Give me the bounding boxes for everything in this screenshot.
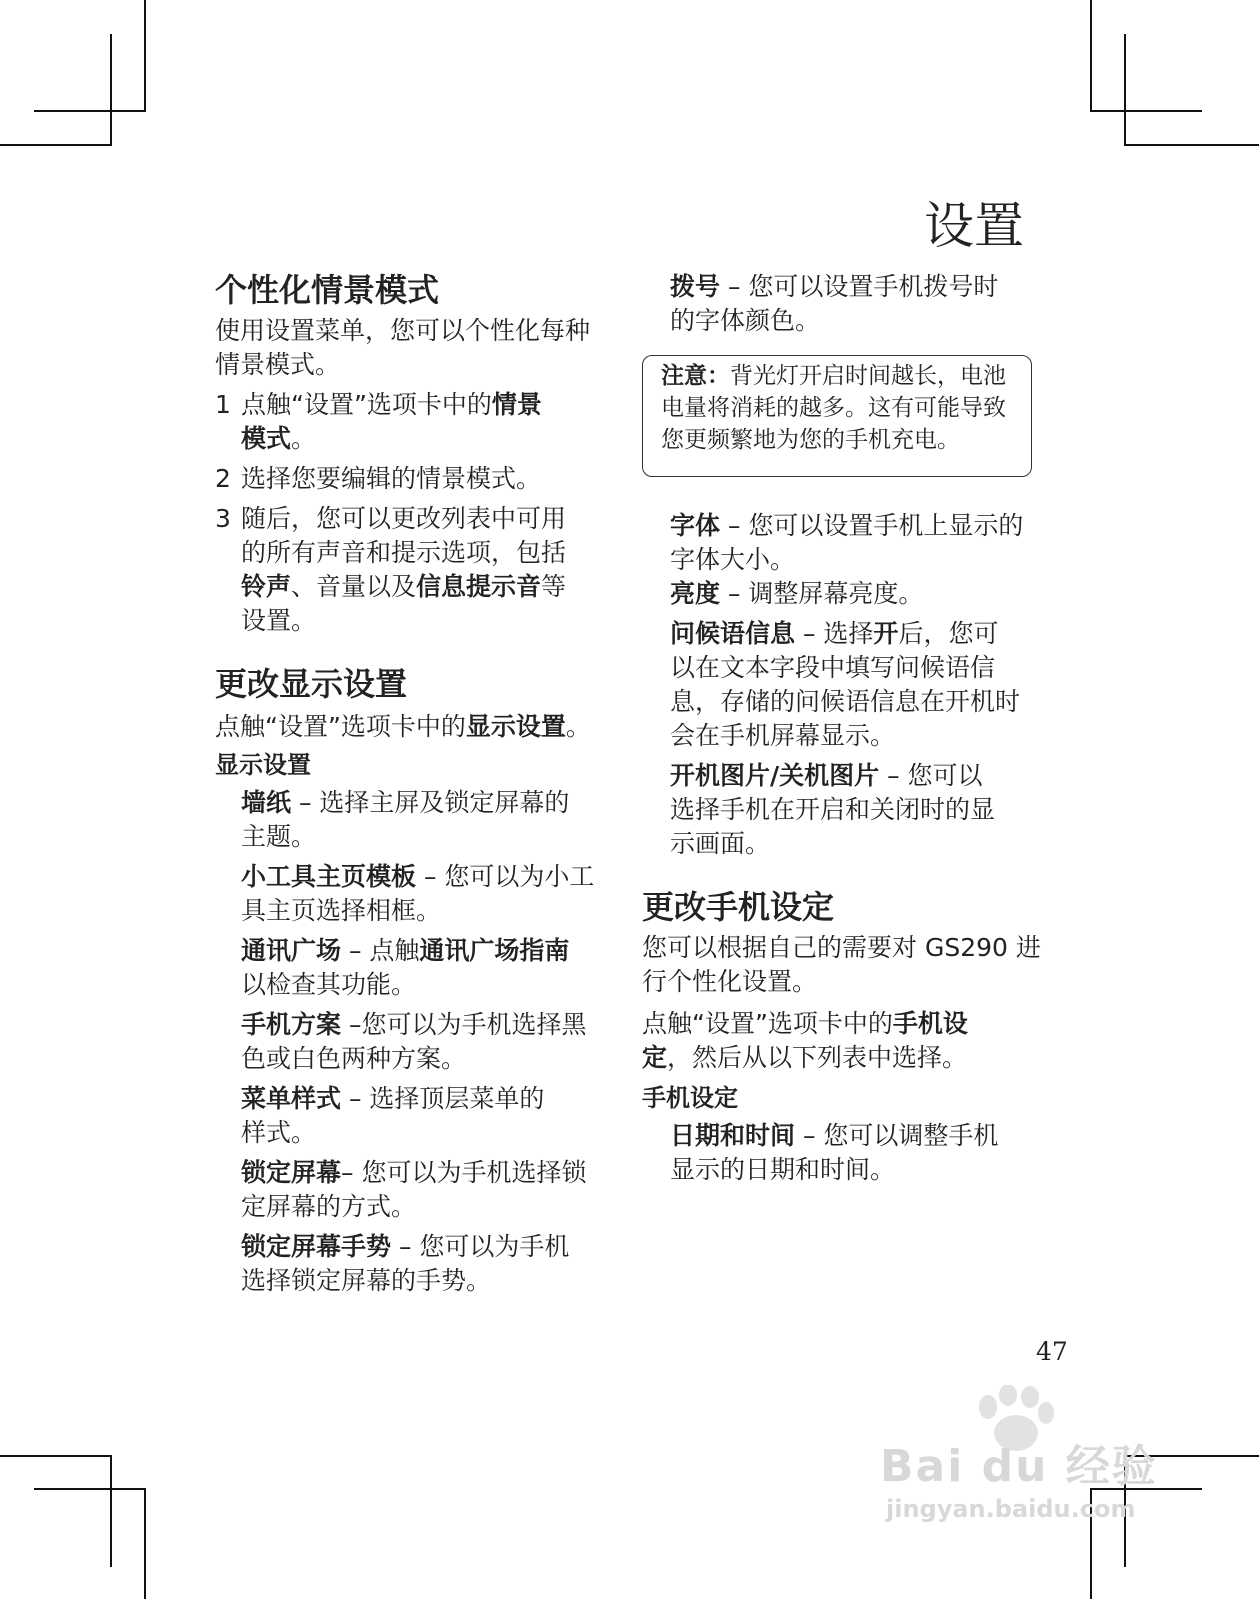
- item-menu-style: [241, 1082, 605, 1150]
- item-wallpaper: [241, 786, 605, 854]
- item-text: – 您可以调整手机: [795, 1121, 999, 1150]
- step-text: 、音量以及: [291, 572, 417, 601]
- item-text: – 您可以: [879, 761, 983, 790]
- item-text: 具主页选择相框。: [241, 896, 442, 925]
- watermark-logo: Bai du 经验: [880, 1441, 1158, 1492]
- section-phone-settings: [642, 887, 1042, 1187]
- intro-text: 点触“设置”选项卡中的: [215, 712, 466, 741]
- item-title: 日期和时间: [670, 1121, 796, 1150]
- item-text: 定屏幕的方式。: [241, 1192, 417, 1221]
- item-title: 通讯广场: [241, 936, 342, 965]
- item-text: – 您可以设置手机拨号时: [720, 272, 999, 301]
- item-lock-gesture: [241, 1230, 605, 1298]
- item-text: – 选择顶层菜单的: [341, 1084, 545, 1113]
- item-title: 亮度: [670, 579, 721, 608]
- crop-mark: [34, 110, 146, 112]
- item-lock-screen: [241, 1156, 605, 1224]
- item-widget: [241, 860, 605, 928]
- item-font: [670, 509, 1055, 577]
- subheading-display-settings: 显示设置: [215, 751, 311, 779]
- item-text: 色或白色两种方案。: [241, 1044, 467, 1073]
- item-bold: 开: [873, 619, 899, 648]
- step-bold: 情景: [491, 390, 542, 419]
- step-1: [215, 388, 605, 456]
- section-title-profiles: 个性化情景模式: [215, 271, 440, 309]
- step-2: [215, 462, 605, 496]
- page-number: 47: [1036, 1337, 1068, 1366]
- item-text: –您可以为手机选择黑: [341, 1010, 587, 1039]
- item-brightness: [670, 577, 1055, 611]
- item-greeting: [670, 617, 1055, 753]
- step-number: 2: [215, 464, 231, 493]
- note-label: 注意：: [661, 363, 730, 389]
- crop-mark: [110, 1455, 112, 1567]
- item-title: 菜单样式: [241, 1084, 342, 1113]
- subheading-phone-settings: 手机设定: [642, 1084, 738, 1112]
- step-bold: 铃声: [241, 572, 292, 601]
- crop-mark: [1124, 144, 1259, 146]
- crop-mark: [144, 0, 146, 112]
- watermark: [880, 1385, 1180, 1545]
- item-text: 选择锁定屏幕的手势。: [241, 1266, 492, 1295]
- item-text: 主题。: [241, 822, 317, 851]
- note-text: 您更频繁地为您的手机充电。: [661, 427, 960, 453]
- item-text: 息，存储的问候语信息在开机时: [670, 687, 1021, 716]
- crop-mark: [110, 34, 112, 146]
- intro-bold: 定: [642, 1043, 668, 1072]
- item-text: 的字体颜色。: [670, 306, 821, 335]
- item-date-time: [642, 1119, 1042, 1187]
- step-text: 等: [541, 572, 567, 601]
- display-settings-list: [215, 786, 605, 1298]
- item-text: – 您可以为手机: [391, 1232, 570, 1261]
- item-text: – 您可以设置手机上显示的: [720, 511, 1024, 540]
- step-text: 选择您要编辑的情景模式。: [241, 464, 542, 493]
- item-startup-image: [670, 759, 1055, 861]
- note-text: 背光灯开启时间越长，电池: [730, 363, 1006, 389]
- item-text: 以检查其功能。: [241, 970, 417, 999]
- item-theme: [241, 1008, 605, 1076]
- step-number: 3: [215, 504, 231, 533]
- note-box: [642, 355, 1032, 477]
- crop-mark: [34, 1488, 146, 1490]
- intro-bold: 手机设: [892, 1009, 968, 1038]
- item-title: 锁定屏幕: [241, 1158, 342, 1187]
- item-text: – 点触: [341, 936, 420, 965]
- item-title: 拨号: [670, 272, 721, 301]
- step-text: 设置。: [241, 606, 317, 635]
- intro-bold: 显示设置: [465, 712, 566, 741]
- item-title: 开机图片/关机图片: [670, 761, 880, 790]
- item-text: 显示的日期和时间。: [670, 1155, 896, 1184]
- item-text: – 选择: [795, 619, 874, 648]
- intro-text: ，然后从以下列表中选择。: [667, 1043, 968, 1072]
- item-text: – 您可以为手机选择锁: [341, 1158, 587, 1187]
- intro-text: 。: [565, 712, 591, 741]
- step-number: 1: [215, 390, 231, 419]
- step-text: 随后，您可以更改列表中可用: [241, 504, 567, 533]
- intro-line: 情景模式。: [215, 350, 341, 379]
- crop-mark: [0, 1455, 112, 1457]
- crop-mark: [0, 144, 112, 146]
- watermark-url: jingyan.baidu.com: [886, 1495, 1136, 1523]
- crop-mark: [1090, 0, 1092, 112]
- left-column: [215, 270, 605, 1298]
- note-text: 电量将消耗的越多。这有可能导致: [661, 395, 1006, 421]
- item-title: 锁定屏幕手势: [241, 1232, 392, 1261]
- intro-line: 行个性化设置。: [642, 967, 818, 996]
- intro-text: 点触“设置”选项卡中的: [642, 1009, 893, 1038]
- section-title-display: 更改显示设置: [215, 665, 408, 703]
- item-dialing: [670, 270, 1050, 338]
- item-title: 小工具主页模板: [241, 862, 417, 891]
- step-text: 的所有声音和提示选项，包括: [241, 538, 567, 567]
- item-title: 问候语信息: [670, 619, 796, 648]
- section-title-phone: 更改手机设定: [642, 888, 835, 926]
- step-text: 。: [291, 424, 317, 453]
- item-bold: 通讯广场指南: [419, 936, 570, 965]
- item-text: 会在手机屏幕显示。: [670, 721, 896, 750]
- crop-mark: [1090, 110, 1202, 112]
- step-bold: 模式: [241, 424, 292, 453]
- item-text: 样式。: [241, 1118, 317, 1147]
- item-text: 选择手机在开启和关闭时的显: [670, 795, 996, 824]
- item-title: 墙纸: [241, 788, 292, 817]
- crop-mark: [144, 1488, 146, 1599]
- page-title: 设置: [924, 197, 1024, 255]
- intro-line: 您可以根据自己的需要对 GS290 进: [642, 933, 1041, 962]
- item-text: – 调整屏幕亮度。: [720, 579, 924, 608]
- step-text: 点触“设置”选项卡中的: [241, 390, 492, 419]
- item-title: 手机方案: [241, 1010, 342, 1039]
- crop-mark: [1124, 34, 1126, 146]
- item-text: 以在文本字段中填写问候语信: [670, 653, 996, 682]
- step-bold: 信息提示音: [416, 572, 542, 601]
- item-text: – 选择主屏及锁定屏幕的: [291, 788, 570, 817]
- intro-line: 使用设置菜单，您可以个性化每种: [215, 316, 591, 345]
- item-text: 示画面。: [670, 829, 771, 858]
- step-3: [215, 502, 605, 638]
- item-livesquare: [241, 934, 605, 1002]
- right-column: [670, 509, 1055, 861]
- item-text: 字体大小。: [670, 545, 796, 574]
- item-text: – 您可以为小工: [416, 862, 595, 891]
- item-title: 字体: [670, 511, 721, 540]
- item-text: 后，您可: [898, 619, 999, 648]
